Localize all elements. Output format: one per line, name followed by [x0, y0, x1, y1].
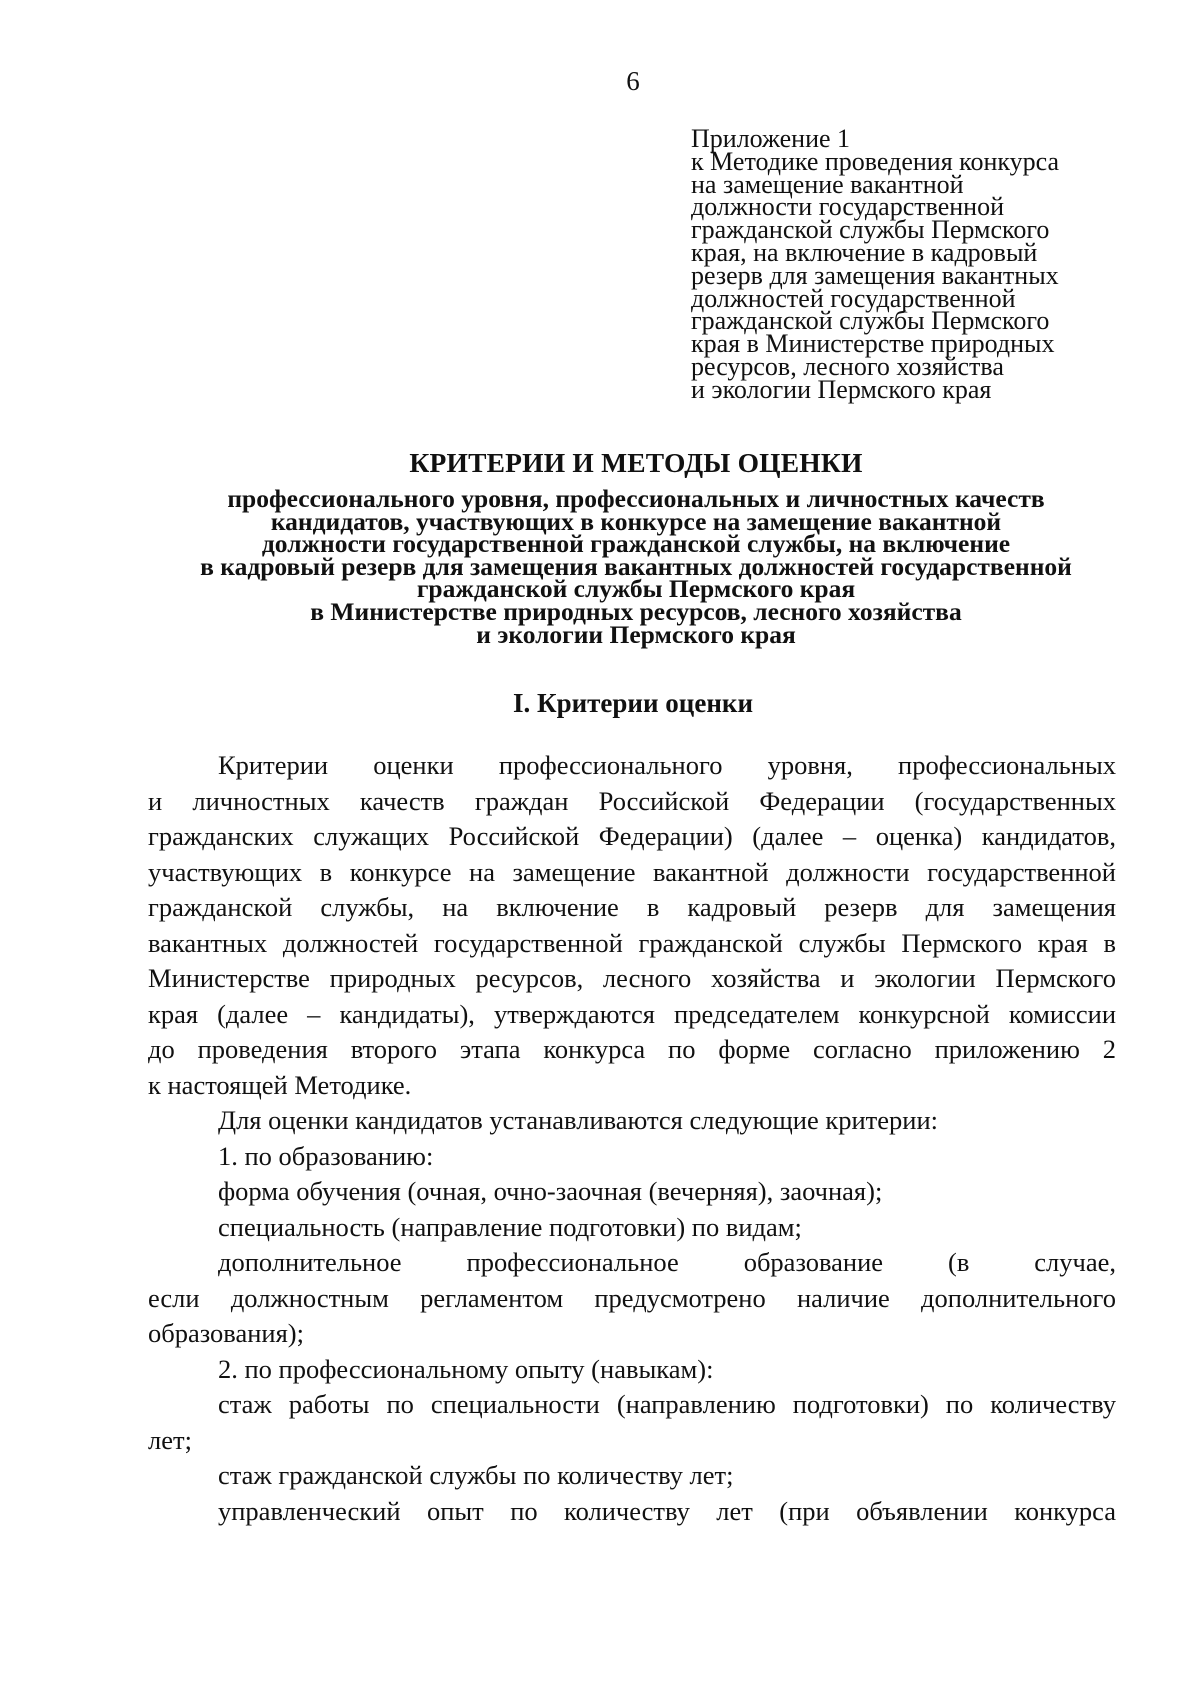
subtitle-line: в Министерстве природных ресурсов, лесного хозяйства	[310, 596, 962, 626]
criteria-subitem: специальность (направление подготовки) по видам;	[218, 1211, 802, 1242]
document-subtitle	[120, 484, 1152, 649]
appendix-line: края, на включение в кадровый	[691, 237, 1038, 267]
paragraph-line: гражданских служащих Российской Федерации) (далее – оценка) кандидатов,	[148, 821, 1116, 851]
appendix-line: должностей государственной	[691, 283, 1016, 313]
paragraph-line: к настоящей Методике.	[148, 1069, 412, 1100]
body-text	[148, 748, 1116, 1529]
subtitle-line: и экологии Пермского края	[476, 619, 796, 649]
paragraph-line: участвующих в конкурсе на замещение вакантной должности государственной	[148, 856, 1116, 887]
criteria-subitem: если должностным регламентом предусмотрено наличие дополнительного	[148, 1282, 1116, 1313]
appendix-line: гражданской службы Пермского	[691, 215, 1050, 245]
appendix-line: резерв для замещения вакантных	[691, 260, 1059, 290]
criteria-subitem: форма обучения (очная, очно-заочная (вечерняя), заочная);	[218, 1176, 883, 1206]
criteria-subitem: стаж гражданской службы по количеству лет;	[218, 1460, 734, 1490]
paragraph-line: края (далее – кандидаты), утверждаются председателем конкурсной комиссии	[148, 998, 1116, 1029]
subtitle-line: профессионального уровня, профессиональных и личностных качеств	[227, 484, 1045, 513]
page-number: 6	[626, 66, 640, 96]
appendix-line: должности государственной	[691, 192, 1005, 222]
appendix-line: и экологии Пермского края	[691, 374, 992, 404]
appendix-line: на замещение вакантной	[691, 169, 964, 199]
subtitle-line: должности государственной гражданской службы, на включение	[261, 529, 1011, 559]
appendix-line: края в Министерстве природных	[691, 329, 1055, 359]
criteria-subitem: лет;	[148, 1424, 192, 1455]
paragraph-line: и личностных качеств граждан Российской Федерации (государственных	[148, 785, 1116, 816]
appendix-line: к Методике проведения конкурса	[691, 146, 1060, 176]
criteria-intro: Для оценки кандидатов устанавливаются следующие критерии:	[218, 1105, 939, 1135]
appendix-line: гражданской службы Пермского	[691, 306, 1050, 336]
section-heading: I. Критерии оценки	[513, 688, 753, 718]
paragraph-line: Министерстве природных ресурсов, лесного хозяйства и экологии Пермского	[148, 963, 1116, 993]
criteria-item-experience: 2. по профессиональному опыту (навыкам):	[218, 1353, 714, 1384]
subtitle-line: в кадровый резерв для замещения вакантных должностей государственной	[200, 551, 1072, 581]
paragraph-line: вакантных должностей государственной гражданской службы Пермского края в	[148, 927, 1116, 958]
criteria-subitem: дополнительное профессиональное образование (в случае,	[218, 1247, 1116, 1277]
appendix-line: Приложение 1	[691, 124, 851, 153]
document-title: КРИТЕРИИ И МЕТОДЫ ОЦЕНКИ	[409, 447, 863, 478]
subtitle-line: кандидатов, участвующих в конкурсе на замещение вакантной	[270, 506, 1002, 536]
criteria-item-education: 1. по образованию:	[218, 1140, 434, 1171]
subtitle-line: гражданской службы Пермского края	[416, 574, 856, 604]
appendix-line: ресурсов, лесного хозяйства	[691, 351, 1004, 381]
paragraph-line: до проведения второго этапа конкурса по форме согласно приложению 2	[148, 1034, 1116, 1064]
appendix-note	[691, 124, 1131, 404]
paragraph-line: Критерии оценки профессионального уровня, профессиональных	[218, 750, 1116, 780]
criteria-subitem: образования);	[148, 1318, 304, 1348]
criteria-subitem: стаж работы по специальности (направлению подготовки) по количеству	[218, 1389, 1116, 1419]
criteria-subitem: управленческий опыт по количеству лет (при объявлении конкурса	[218, 1495, 1116, 1526]
paragraph-line: гражданской службы, на включение в кадровый резерв для замещения	[148, 892, 1116, 922]
